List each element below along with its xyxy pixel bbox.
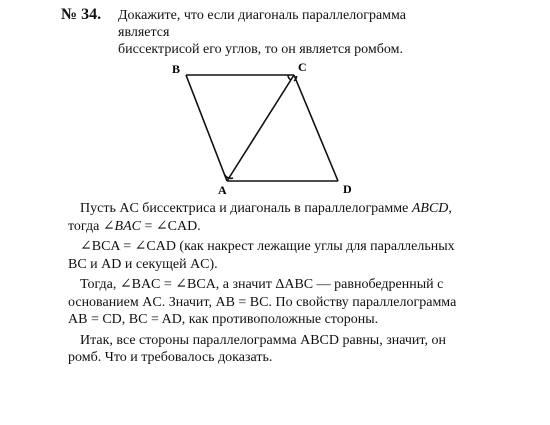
- p3-line-2: основанием AC. Значит, AB = BC. По свойству параллелограмма: [68, 294, 457, 310]
- vertex-label-a: A: [218, 183, 227, 196]
- solution-paragraph-2: [68, 238, 488, 273]
- side-cd: [294, 75, 338, 181]
- p4-line-2: ромб. Что и требовалось доказать.: [68, 350, 273, 365]
- statement-line-2: биссектрисой его углов, то он является ромбом.: [118, 42, 403, 57]
- p1-figure-name: ABCD: [411, 201, 449, 216]
- vertex-label-c: C: [298, 60, 307, 74]
- p3-line-1: Тогда, ∠BAC = ∠BCA, а значит ΔABC — равнобедренный с: [80, 277, 444, 292]
- vertex-label-b: B: [172, 62, 181, 76]
- rhombus-figure: [160, 56, 370, 196]
- vertex-label-d: D: [343, 182, 352, 196]
- p2-line-1: ∠BCA = ∠CAD (как накрест лежащие углы для параллельных: [80, 239, 455, 254]
- diagonal-ac: [227, 75, 294, 181]
- p1-angle-bac: ∠BAC: [102, 218, 141, 234]
- side-ab: [186, 75, 227, 181]
- p1-then: тогда: [68, 218, 103, 234]
- p1-text: Пусть AC биссектриса и диагональ в параллелограмме: [80, 201, 412, 216]
- solution-paragraph-3: [68, 276, 488, 329]
- p2-line-2: BC и AD и секущей AC).: [68, 256, 218, 272]
- problem-number: № 34.: [61, 6, 102, 23]
- p1-equals-cad: = ∠CAD.: [141, 218, 201, 234]
- solution-paragraph-1: [68, 200, 488, 235]
- p4-line-1: Итак, все стороны параллелограмма ABCD равны, значит, он: [80, 332, 446, 348]
- problem-statement: [118, 7, 448, 58]
- p1-comma: ,: [448, 201, 452, 216]
- statement-line-1: Докажите, что если диагональ параллелограмма является: [118, 8, 407, 40]
- solution-paragraph-4: [68, 332, 488, 367]
- solution-text: [68, 200, 488, 370]
- p3-line-3: AB = CD, BC = AD, как противоположные стороны.: [68, 312, 379, 327]
